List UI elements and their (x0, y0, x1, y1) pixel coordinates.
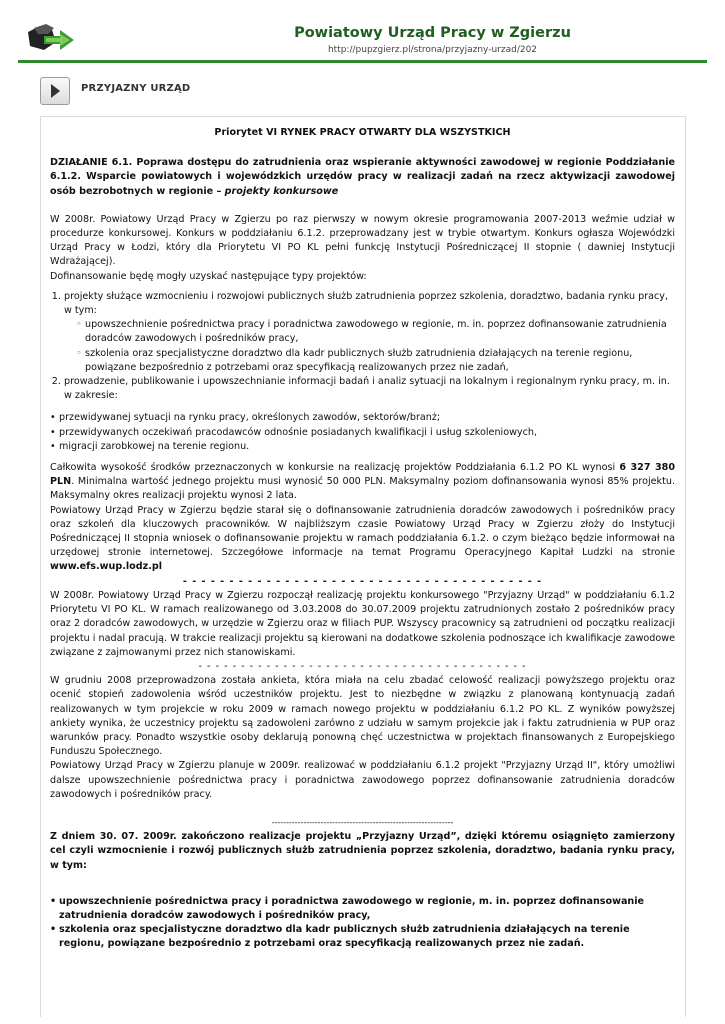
plan-paragraph: Powiatowy Urząd Pracy w Zgierzu będzie starał się o dofinansowanie zatrudnienia doradców zawodowych i pośredników pracy oraz szkoleń dla kluczowych pracowników. W najbliższym czasie Powiatowy Urząd Pracy w Zgierzu złoży do Instytucji Pośredniczącej II stopnia wniosek o dofinansowanie projektu w ramach poddziałania 6.1.2. o czym bieżąco będzie informował na urzędowej stronie internetowej. Szczegółowe informacje na temat Programu Operacyjnego Kapitał Ludzki na stronie www.efs.wup.lodz.pl (50, 504, 675, 573)
action-heading: DZIAŁANIE 6.1. Poprawa dostępu do zatrudnienia oraz wspieranie aktywności zawodowej w regionie Poddziałanie 6.1.2. Wsparcie powiatowych i wojewódzkich urzędów pracy w realizacji zadań na rzecz aktywizacji zawodowej osób bezrobotnych w regionie – projekty konkursowe (50, 157, 675, 197)
separator: - - - - - - - - - - - - - - - - - - - - - - - - - - - - - - - - - - - - - - - (182, 575, 543, 587)
header-divider (18, 60, 707, 63)
separator: --------------------------------------------------------------- (271, 817, 454, 827)
arrow-right-icon (41, 78, 69, 104)
funding-paragraph: Całkowita wysokość środków przeznaczonych w konkursie na realizację projektów Poddziałania 6.1.2 PO KL wynosi 6 327 380 PLN. Minimalna wartość jednego projektu musi wynosić 50 000 PLN. Maksymalny poziom dofinansowania wynosi 85% projektu. Maksymalny okres realizacji projektu wynosi 2 lata. (50, 462, 675, 502)
list-item: • upowszechnienie pośrednictwa pracy i poradnictwa zawodowego w regionie, m. in. poprzez dofinansowanie zatrudnienia doradców zawodowych i pośredników pracy, (50, 895, 675, 923)
final-bullets (50, 895, 675, 952)
project-types-lead: Dofinansowanie będę mogły uzyskać następujące typy projektów: (50, 270, 367, 282)
efs-link[interactable]: www.efs.wup.lodz.pl (50, 561, 162, 573)
list-item: • przewidywanej sytuacji na rynku pracy, określonych zawodów, sektorów/branż; (50, 411, 675, 425)
separator: - - - - - - - - - - - - - - - - - - - - - - - - - - - - - - - - - - - - - - - (198, 660, 527, 672)
list-item: ◦ upowszechnienie pośrednictwa pracy i poradnictwa zawodowego w regionie, m. in. poprzez dofinansowanie zatrudnienia doradców zawodowych i pośredników pracy, (76, 318, 675, 346)
section-title: PRZYJAZNY URZĄD (81, 83, 191, 94)
intro-paragraph: W 2008r. Powiatowy Urząd Pracy w Zgierzu po raz pierwszy w nowym okresie programowania 2007-2013 weźmie udział w procedurze konkursowej. Konkurs w poddziałaniu 6.1.2. przeprowadzany jest w trybie otwartym. Konkurs ogłasza Wojewódzki Urząd Pracy w Łodzi, który dla Priorytetu VI PO KL pełni funkcję Instytucji Pośredniczącej II stopnie ( dawniej Instytucji Wdrażającej). (50, 213, 675, 268)
list-item: • migracji zarobkowej na terenie regionu. (50, 440, 675, 454)
list-item: ◦ szkolenia oraz specjalistyczne doradztwo dla kadr publicznych służb zatrudnienia działających na terenie regionu, powiązane bezpośrednio z potrzebami oraz specyfikacją realizowanych przez nie zadań, (76, 347, 675, 375)
survey-paragraph: W grudniu 2008 przeprowadzona została ankieta, która miała na celu zbadać celowość realizacji powyższego projektu oraz ocenić stopień zadowolenia wśród uczestników projektu. Jest to niezbędne w związku z planowaną kontynuacją zadań realizowanych w tym projekcie w roku 2009 w ramach nowego projektu w poddziałaniu 6.1.2 PO KL. Z wyników powyższej ankiety wynika, że uczestnicy projektu są zadowoleni zarówno z udziału w samym projekcie jak i faktu zatrudnienia w PUP oraz warunków pracy. Ponadto wszystkie osoby deklarują ponowną chęć uczestnictwa w projektach finansowanych z Europejskiego Funduszu Społecznego. (50, 675, 675, 758)
list-item: 2. prowadzenie, publikowanie i upowszechnianie informacji badań i analiz sytuacji na lokalnym i regionalnym rynku pracy, m. in. w zakresie: (64, 375, 675, 403)
site-url[interactable]: http://pupzgierz.pl/strona/przyjazny-urzad/202 (327, 45, 538, 55)
list-item: • szkolenia oraz specjalistyczne doradztwo dla kadr publicznych służb zatrudnienia działających na terenie regionu, powiązane bezpośrednio z potrzebami oraz specyfikacją realizowanych przez nie zadań. (50, 923, 675, 951)
realization-paragraph: W 2008r. Powiatowy Urząd Pracy w Zgierzu rozpoczął realizację projektu konkursowego "Przyjazny Urząd" w poddziałaniu 6.1.2 Priorytetu VI PO KL. W ramach realizowanego od 3.03.2008 do 30.07.2009 projektu zatrudnionych zostało 2 pośredników pracy oraz 2 doradców zawodowych, w urzędzie w Zgierzu oraz w filiach PUP. Wszyscy pracownicy są zatrudnieni od początku realizacji projektu i nadal pracują. W trakcie realizacji projektu są kierowani na dodatkowe szkolenia podnoszące ich kwalifikacje zawodowe związane z zajmowanymi przez nich stanowiskami. (50, 589, 675, 658)
priority-heading: Priorytet VI RYNEK PRACY OTWARTY DLA WSZYSTKICH (214, 127, 511, 138)
list-item: • przewidywanych oczekiwań pracodawców odnośnie posiadanych kwalifikacji i usług szkoleniowych, (50, 426, 675, 440)
project-types-list (50, 290, 675, 404)
completion-paragraph: Z dniem 30. 07. 2009r. zakończono realizacje projektu „Przyjazny Urząd”, dzięki któremu osiągnięto zamierzony cel czyli wzmocnienie i rozwój publicznych służb zatrudnienia poprzez szkolenia, doradztwo, badania rynku pracy, w tym: (50, 831, 675, 871)
list-item: 1. projekty służące wzmocnieniu i rozwojowi publicznych służb zatrudnienia poprzez szkolenia, doradztwo, badania rynku pracy, w tym: ◦ upowszechnienie pośrednictwa pracy i poradnictwa zawodowego w regionie, m. in. poprzez dofinansowanie zatrudnienia doradców zawodowych i pośredników pracy, ◦ szkolenia oraz specjalistyczne doradztwo dla kadr publicznych służb zatrudnienia działających na terenie regionu, powiązane bezpośrednio z potrzebami oraz specyfikacją realizowanych przez nie zadań, (64, 290, 675, 375)
plan-2009-paragraph: Powiatowy Urząd Pracy w Zgierzu planuje w 2009r. realizować w poddziałaniu 6.1.2 projekt "Przyjazny Urząd II", który umożliwi dalsze upowszechnienie pośrednictwa pracy i poradnictwa zawodowego poprzez dofinansowanie zatrudnienia doradców zawodowych i pośredników pracy. (50, 760, 675, 800)
page-header (0, 0, 725, 66)
logo-icon (26, 22, 76, 54)
section-arrow-button[interactable] (40, 77, 70, 105)
research-bullets (50, 411, 675, 454)
sub-list (64, 318, 675, 375)
article-content (50, 124, 675, 952)
site-title: Powiatowy Urząd Pracy w Zgierzu (294, 25, 571, 41)
